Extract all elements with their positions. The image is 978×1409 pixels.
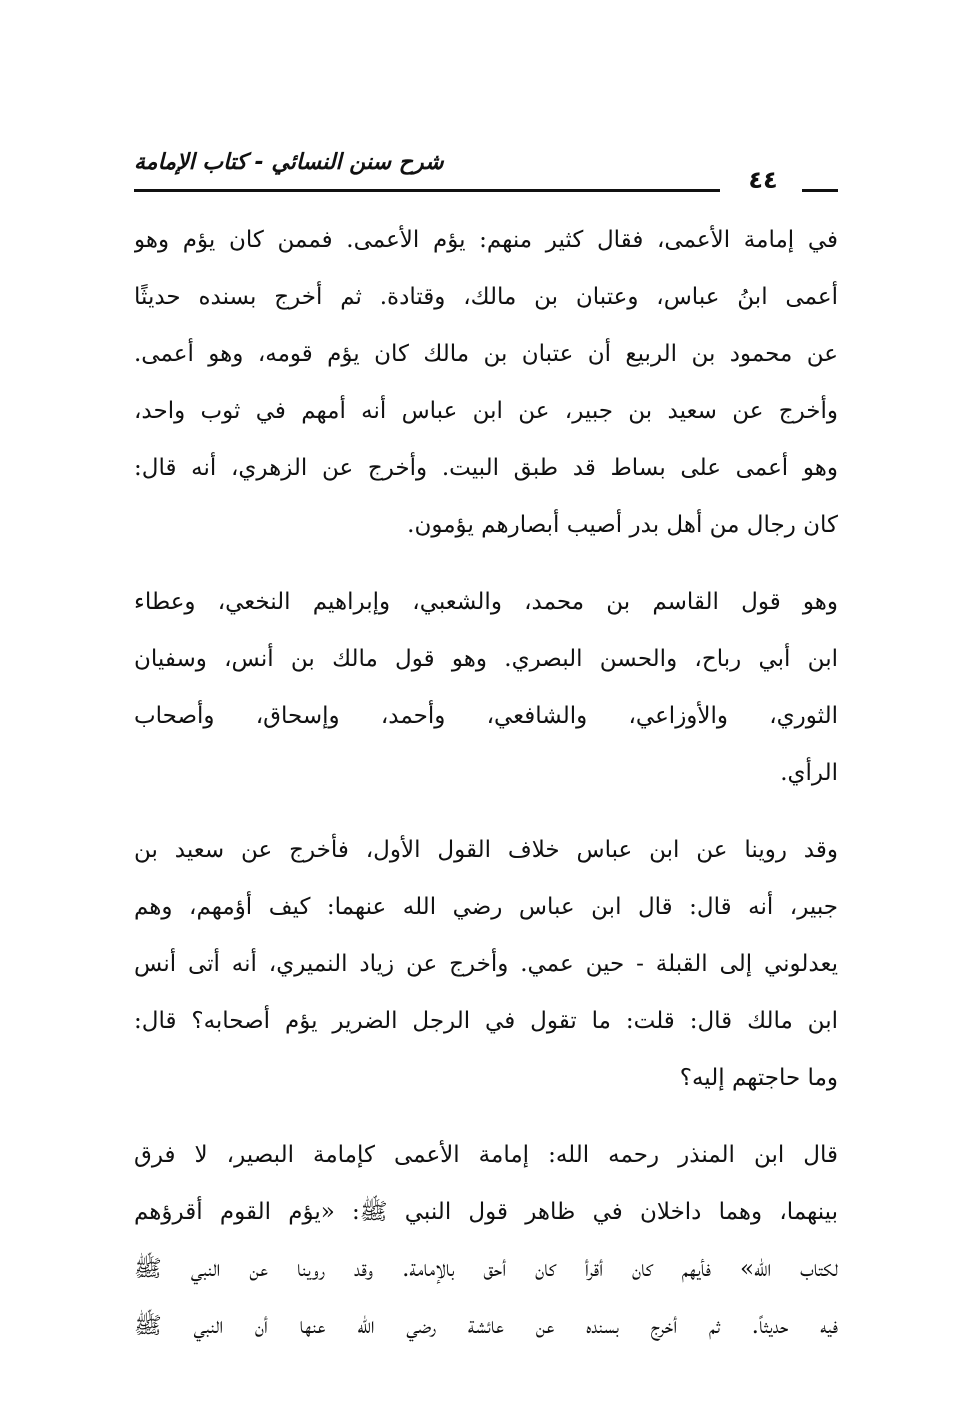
page-body	[134, 212, 838, 1375]
text-line: في إمامة الأعمى، فقال كثير منهم: يؤم الأعمى. فممن كان يؤم وهو	[134, 227, 838, 253]
text-line: الرأي.	[780, 760, 838, 786]
text-line: كان رجال من أهل بدر أصيب أبصارهم يؤمون.	[407, 512, 838, 538]
header-rule	[134, 189, 720, 192]
page-number: ٤٤	[748, 166, 778, 194]
paragraph	[134, 574, 838, 802]
paragraph	[134, 1127, 838, 1355]
text-line: بينهما، وهما داخلان في ظاهر قول النبي ﷺ: «يؤم القوم أقرؤهم	[134, 1199, 838, 1225]
text-line: ابن مالك قال: قلت: ما تقول في الرجل الضرير يؤم أصحابه؟ قال:	[134, 1008, 838, 1034]
text-line: أعمى ابنُ عباس، وعتبان بن مالك، وقتادة. ثم أخرج بسنده حديثًا	[134, 284, 838, 310]
paragraph	[134, 212, 838, 554]
header-rule-short	[802, 189, 838, 192]
text-line: وما حاجتهم إليه؟	[679, 1065, 838, 1091]
text-line: وهو أعمى على بساط قد طبق البيت. وأخرج عن الزهري، أنه قال:	[134, 455, 838, 481]
text-line: عن محمود بن الربيع أن عتبان بن مالك كان يؤم قومه، وهو أعمى.	[134, 341, 838, 367]
text-line: جبير، أنه قال: قال ابن عباس رضي الله عنهما: كيف أؤمهم، وهم	[134, 894, 838, 920]
paragraph	[134, 822, 838, 1107]
text-line: وهو قول القاسم بن محمد، والشعبي، وإبراهيم النخعي، وعطاء	[134, 589, 838, 615]
text-line: يعدلوني إلى القبلة - حين عمي. وأخرج عن زياد النميري، أنه أتى أنس	[134, 951, 838, 977]
text-line: فيه حديثاً. ثم أخرج بسنده عن عائشة رضي الله عنها أن النبي ﷺ	[134, 1313, 838, 1339]
page-header	[134, 150, 838, 198]
text-line: وأخرج عن سعيد بن جبير، عن ابن عباس أنه أمهم في ثوب واحد،	[134, 398, 838, 424]
text-line: قال ابن المنذر رحمه الله: إمامة الأعمى كإمامة البصير، لا فرق	[134, 1142, 838, 1168]
text-line: لكتاب الله» فأيهم كان أقرأ كان أحق بالإمامة. وقد روينا عن النبي ﷺ	[134, 1256, 838, 1282]
text-line: ابن أبي رباح، والحسن البصري. وهو قول مالك بن أنس، وسفيان	[134, 646, 838, 672]
text-line: الثوري، والأوزاعي، والشافعي، وأحمد، وإسحاق، وأصحاب	[134, 703, 838, 729]
running-title: شرح سنن النسائي - كتاب الإمامة	[134, 150, 444, 175]
text-line: وقد روينا عن ابن عباس خلاف القول الأول، فأخرج عن سعيد بن	[134, 837, 838, 863]
